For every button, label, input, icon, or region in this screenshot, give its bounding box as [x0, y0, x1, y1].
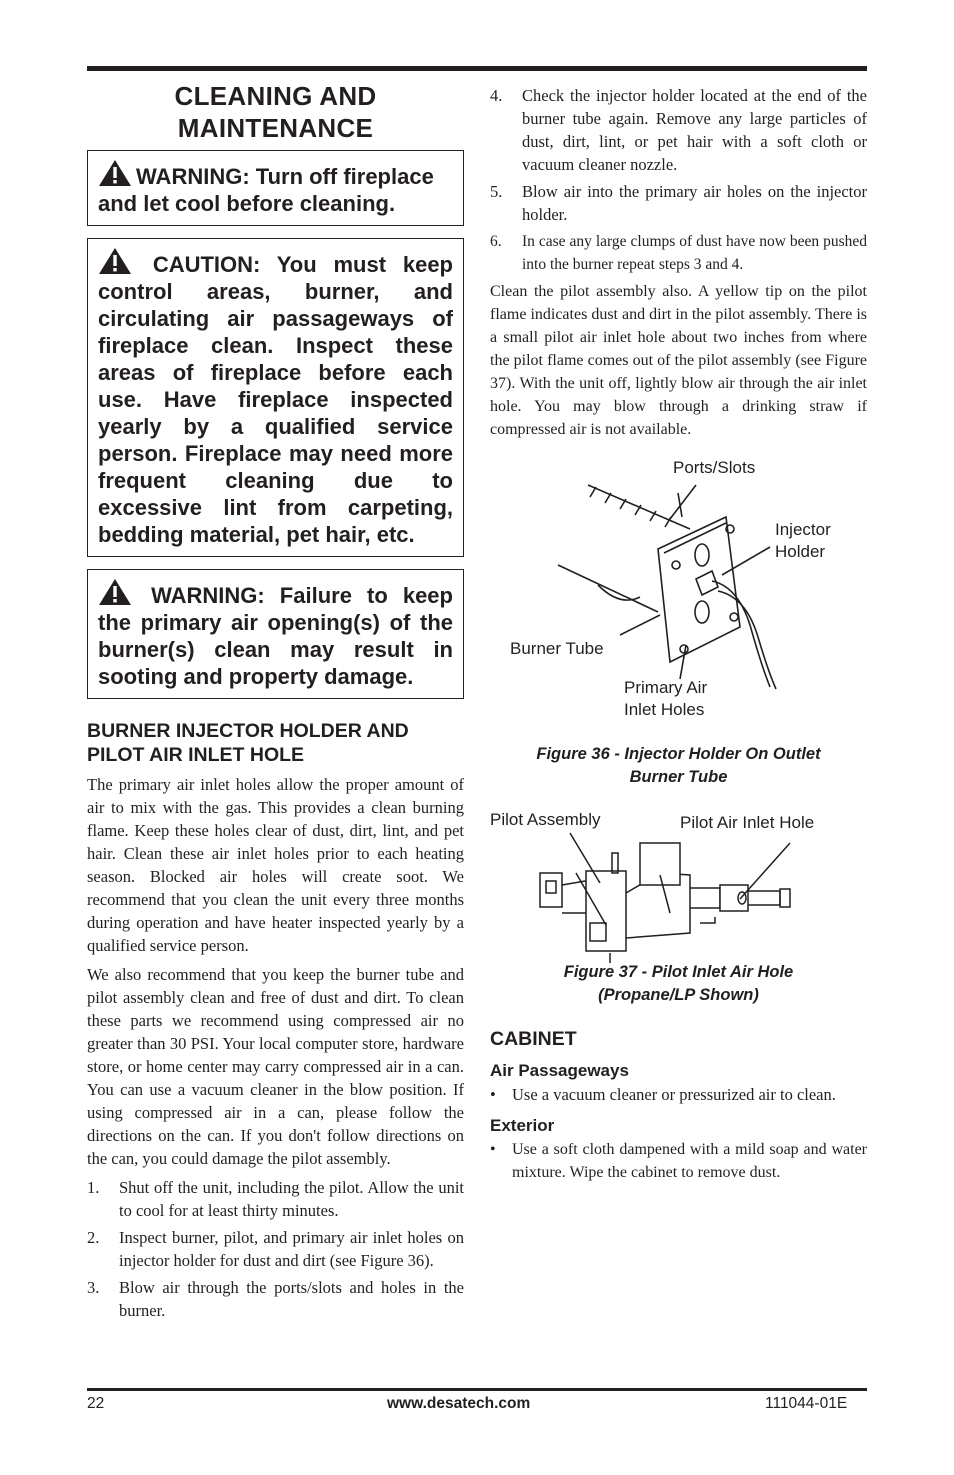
list-item: 2. Inspect burner, pilot, and primary air inlet holes on injector holder for dust and dirt (see Figure 36).	[87, 1228, 464, 1270]
label-pilot-air-inlet-hole: Pilot Air Inlet Hole	[680, 813, 815, 832]
label-pilot-assembly: Pilot Assembly	[490, 810, 601, 829]
warning-cool-text: WARNING: Turn off fireplace and let cool before cleaning.	[98, 164, 434, 216]
document-code: 111044-01E	[765, 1395, 848, 1412]
top-rule	[87, 66, 867, 71]
caution-text: CAUTION: You must keep control areas, burner, and circulating air passageways of fireplace clean. Inspect these areas of fireplace before each use. Have fireplace inspected yearly by a qualified service person. Fireplace may need more frequent cleaning due to excessive lint from carpeting, bedding material, pet hair, etc.	[98, 252, 453, 547]
list-item: 5. Blow air into the primary air holes on the injector holder.	[490, 182, 867, 224]
list-item: 4. Check the injector holder located at the end of the burner tube again. Remove any large particles of dust, dirt, lint, or pet hair with a soft cloth or vacuum cleaner nozzle.	[490, 86, 867, 174]
title-line-2: MAINTENANCE	[177, 113, 374, 143]
exterior-list	[490, 1138, 867, 1184]
bottom-rule	[87, 1388, 867, 1391]
cleaning-steps-list-b	[490, 84, 867, 276]
figure-36-caption: Figure 36 - Injector Holder On Outlet Burner Tube	[536, 745, 821, 786]
label-primary-air-inlet-holes: Primary Air Inlet Holes	[624, 678, 708, 719]
paragraph-pilot-assembly: Clean the pilot assembly also. A yellow tip on the pilot flame indicates dust and dirt in the pilot assembly. There is a small pilot air inlet hole about two inches from where the pilot flame comes out of the pilot assembly (see Figure 37). With the unit off, lightly blow air through the air inlet hole. You may blow through a drinking straw if compressed air is not available.	[490, 283, 867, 438]
page-title	[87, 80, 464, 144]
warning-triangle-icon	[98, 159, 132, 187]
figure-36	[490, 457, 867, 757]
label-injector-holder: Injector Holder	[775, 520, 831, 561]
warning-triangle-icon	[98, 578, 132, 606]
page-number: 22	[87, 1395, 105, 1412]
subheading-air-passageways: Air Passageways	[490, 1061, 629, 1080]
figure-37-caption: Figure 37 - Pilot Inlet Air Hole (Propane/LP Shown)	[563, 963, 794, 1004]
warning-box-cool	[87, 150, 464, 226]
list-item: 1. Shut off the unit, including the pilot. Allow the unit to cool for at least thirty minutes.	[87, 1178, 464, 1220]
warning-box-sooting	[87, 569, 464, 699]
figure-37	[490, 810, 867, 963]
list-item: • Use a soft cloth dampened with a mild soap and water mixture. Wipe the cabinet to remove dust.	[490, 1141, 867, 1181]
subheading-exterior: Exterior	[490, 1116, 555, 1135]
warning-sooting-text: WARNING: Failure to keep the primary air opening(s) of the burner(s) clean may result in sooting and property damage.	[98, 583, 453, 689]
section-heading-burner-injector: BURNER INJECTOR HOLDER AND PILOT AIR INLET HOLE	[87, 720, 409, 766]
label-ports-slots: Ports/Slots	[673, 458, 756, 477]
cleaning-steps-list-a	[87, 1176, 464, 1322]
pilot-assembly-illustration	[490, 813, 867, 963]
air-passageways-list	[490, 1083, 867, 1106]
label-burner-tube: Burner Tube	[510, 639, 604, 658]
list-item: 6. In case any large clumps of dust have now been pushed into the burner repeat steps 3 and 4.	[490, 233, 867, 273]
list-item: 3. Blow air through the ports/slots and holes in the burner.	[87, 1278, 464, 1320]
paragraph-primary-air: The primary air inlet holes allow the proper amount of air to mix with the gas. This provides a clean burning flame. Keep these holes clear of dust, dirt, lint, and pet hair. Clean these air inlet holes prior to each heating season. Blocked air holes will create soot. We recommend that you clean the unit every three months during operation and have heater inspected yearly by a qualified service person.	[87, 775, 464, 955]
left-column	[87, 80, 464, 1326]
paragraph-compressed-air: We also recommend that you keep the burner tube and pilot assembly clean and free of dust and dirt. To clean these parts we recommend using compressed air no greater than 30 PSI. Your local computer store, hardware store, or home center may carry compressed air in a can. You can use a vacuum cleaner in the blow position. If using compressed air in a can, please follow the directions on the can. If you don't follow directions on the can, you could damage the pilot assembly.	[87, 965, 464, 1168]
footer-url: www.desatech.com	[387, 1395, 531, 1412]
right-column	[490, 84, 867, 1188]
section-heading-cabinet: CABINET	[490, 1028, 577, 1050]
warning-triangle-icon	[98, 247, 132, 275]
list-item: • Use a vacuum cleaner or pressurized air to clean.	[490, 1085, 836, 1104]
caution-box	[87, 238, 464, 557]
title-line-1: CLEANING AND	[174, 81, 377, 111]
